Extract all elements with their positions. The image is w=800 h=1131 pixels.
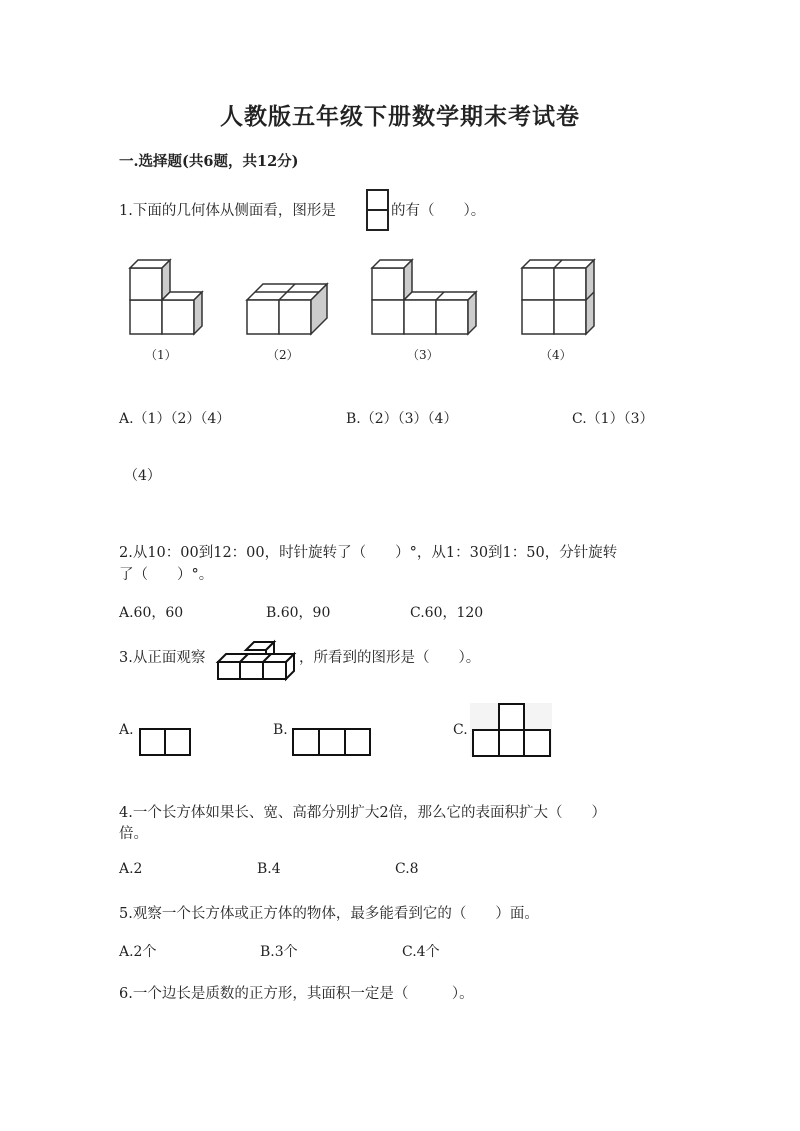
q3-option-c-figure: [470, 703, 554, 759]
q1-text-after: 的有（ ）。: [391, 203, 486, 219]
q3-text-before: 3.从正面观察: [119, 650, 206, 666]
page-title: 人教版五年级下册数学期末考试卷: [220, 103, 580, 130]
q1-option-c-wrap: （4）: [124, 468, 161, 484]
q3-option-c-label[interactable]: C.: [453, 722, 468, 738]
q3-option-a-label[interactable]: A.: [119, 722, 134, 738]
q1-caption-1: （1）: [145, 348, 177, 362]
q1-caption-2: （2）: [267, 348, 299, 362]
q1-option-b[interactable]: B.（2）（3）（4）: [346, 411, 458, 427]
q1-figure-1: [128, 258, 208, 338]
q1-figure-3: [370, 258, 485, 338]
q5-option-a[interactable]: A.2个: [119, 944, 157, 960]
q4-text-line1: 4.一个长方体如果长、宽、高都分别扩大2倍，那么它的表面积扩大（ ）: [119, 805, 607, 821]
q2-option-a[interactable]: A.60，60: [119, 605, 184, 621]
q2-option-c[interactable]: C.60，120: [410, 605, 484, 621]
q5-text: 5.观察一个长方体或正方体的物体，最多能看到它的（ ）面。: [119, 906, 539, 922]
q3-option-b-figure: [292, 728, 372, 758]
q1-option-a[interactable]: A.（1）（2）（4）: [119, 411, 231, 427]
q2-text-line1: 2.从10：00到12：00，时针旋转了（ ）°，从1：30到1：50，分针旋转: [119, 545, 618, 561]
q1-caption-4: （4）: [540, 348, 572, 362]
q1-option-c[interactable]: C.（1）（3）: [572, 411, 654, 427]
q3-solid-figure: [216, 638, 296, 682]
section-heading: 一.选择题(共6题，共12分): [119, 153, 299, 170]
q3-option-a-figure: [139, 728, 193, 758]
q2-option-b[interactable]: B.60，90: [266, 605, 331, 621]
q6-text: 6.一个边长是质数的正方形，其面积一定是（ ）。: [119, 986, 474, 1002]
q4-option-b[interactable]: B.4: [257, 861, 281, 877]
q4-text-line2: 倍。: [119, 826, 148, 842]
q4-option-c[interactable]: C.8: [395, 861, 419, 877]
q3-option-b-label[interactable]: B.: [273, 722, 288, 738]
q4-option-a[interactable]: A.2: [119, 861, 143, 877]
q1-figure-4: [520, 258, 600, 338]
q1-figure-2: [245, 282, 330, 338]
q5-option-b[interactable]: B.3个: [260, 944, 298, 960]
q3-text-after: ，所看到的图形是（ ）。: [299, 650, 481, 666]
q1-side-view-icon: [366, 189, 390, 233]
q2-text-line2: 了（ ）°。: [119, 567, 214, 583]
q5-option-c[interactable]: C.4个: [402, 944, 440, 960]
q1-text-before: 1.下面的几何体从侧面看，图形是: [119, 203, 336, 219]
q1-caption-3: （3）: [407, 348, 439, 362]
